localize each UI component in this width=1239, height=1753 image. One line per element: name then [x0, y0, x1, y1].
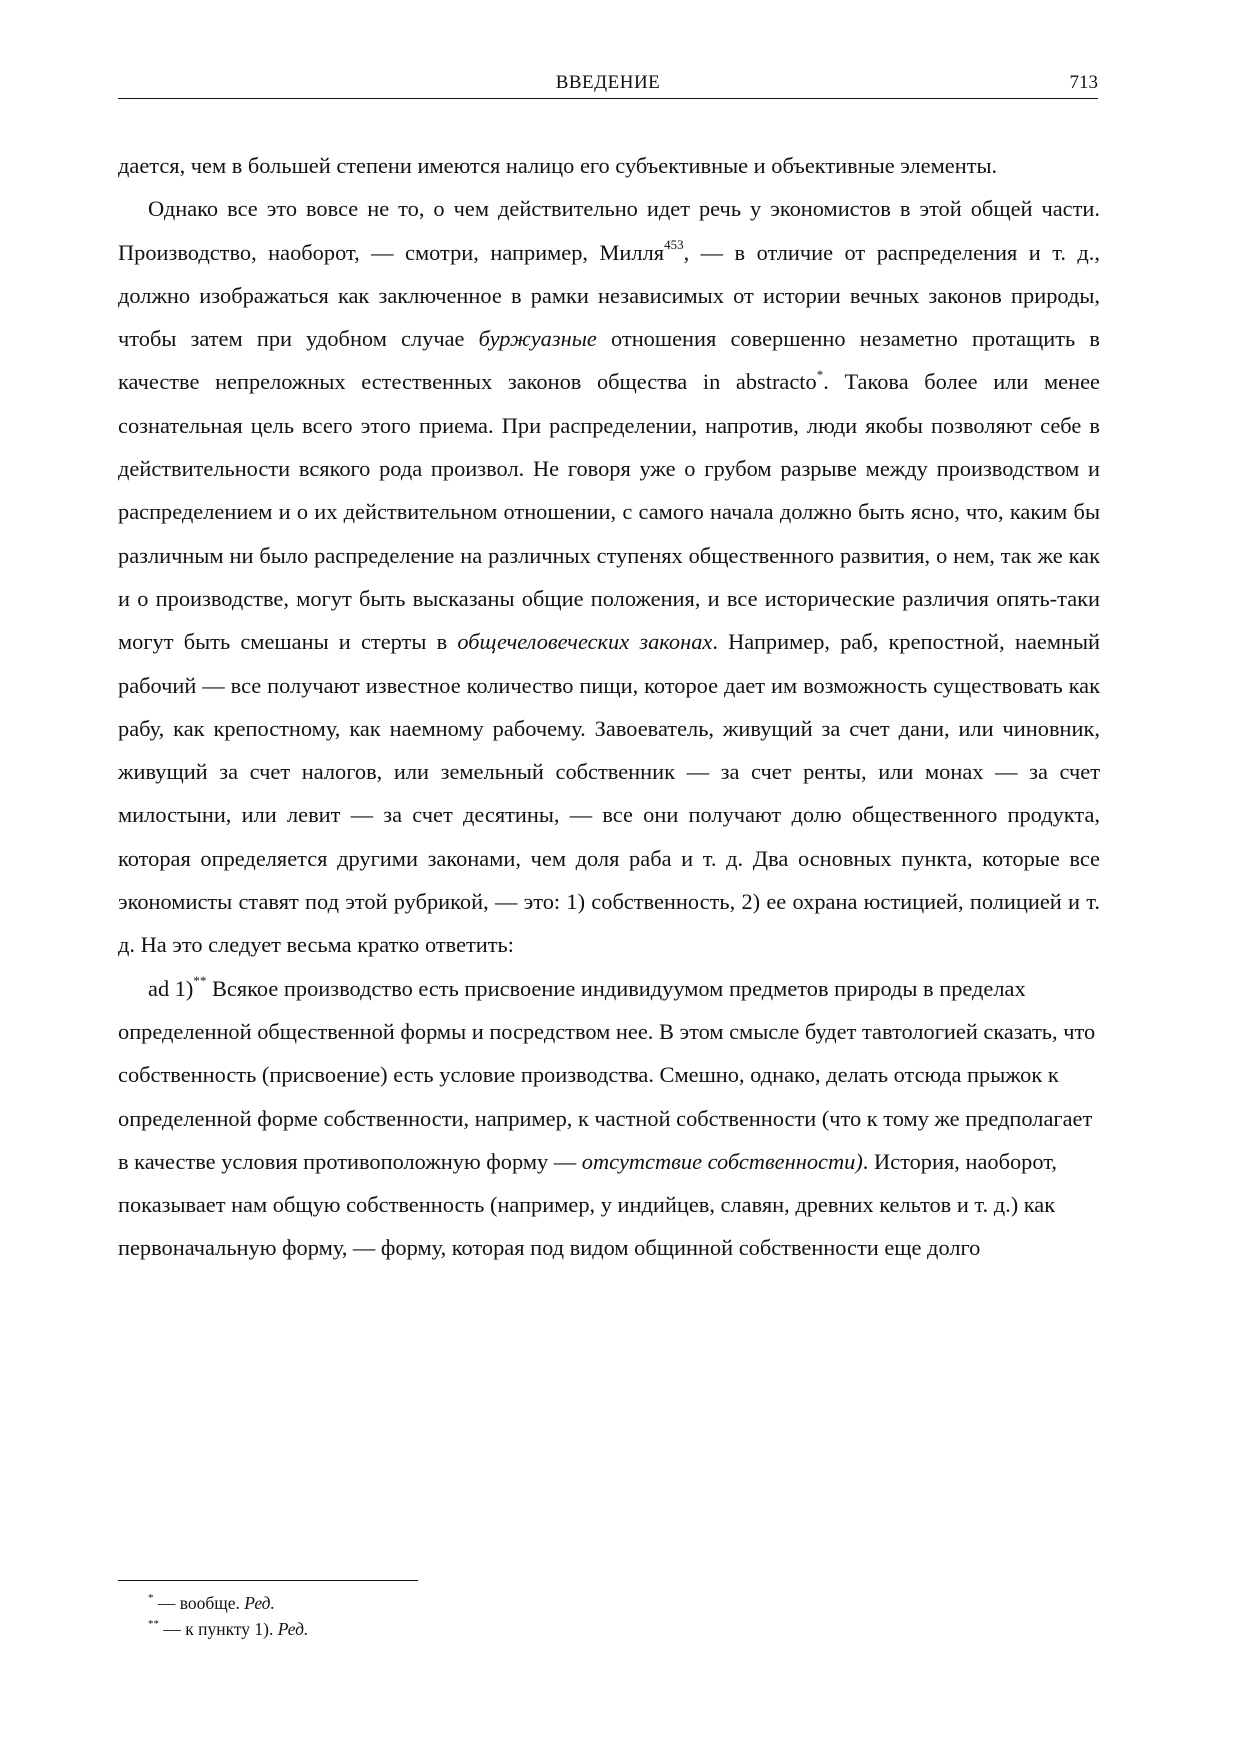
paragraph: [118, 967, 1100, 1270]
paragraph-text: . Такова более или менее сознательная цель всего этого приема. При распределении, напротив, люди якобы позволяют себе в действительности всякого рода произвол. Не говоря уже о грубом разрыве между производством и распределением и о их действительном отношении, с самого начала должно быть ясно, что, каким бы различным ни было распределение на различных ступенях общественного развития, о нем, так же как и о производстве, могут быть высказаны общие положения, и все исторические различия опять-таки могут быть смешаны и стерты в: [118, 369, 1100, 655]
paragraph-continuation: [118, 144, 1100, 187]
emphasis-text: буржуазные: [478, 326, 597, 352]
emphasis-text: общечеловеческих законах: [457, 629, 713, 655]
emphasis-text: отсутствие собственности): [581, 1148, 863, 1174]
paragraph-text: Всякое производство есть присвоение индивидуумом предметов природы в пределах определенной общественной формы и посредством нее. В этом смысле будет тавтологией сказать, что собственность (присвоение) есть условие производства. Смешно, однако, делать отсюда прыжок к определенной форме собственности, например, к частной собственности (что к тому же предполагает в качестве условия противоположную форму —: [118, 975, 1096, 1174]
paragraph-text: ad 1): [148, 975, 194, 1001]
running-header-title: ВВЕДЕНИЕ: [555, 72, 661, 93]
footnote-text: — вообще.: [153, 1593, 245, 1613]
footnote-mark: *: [148, 1592, 154, 1605]
reference-note-mark: 453: [664, 237, 684, 253]
paragraph-text: . Например, раб, крепостной, наемный рабочий — все получают известное количество пищи, которое дает им возможность существовать как рабу, как крепостному, как наемному рабочему. Завоеватель, живущий за счет дани, или чиновник, живущий за счет налогов, или земельный собственник — за счет ренты, или монах — за счет милостыни, или левит — за счет десятины, — все они получают долю общественного продукта, которая определяется другими законами, чем доля раба и т. д. Два основных пункта, которые все экономисты ставят под этой рубрикой, — это: 1) собственность, 2) ее охрана юстицией, полицией и т. д. На это следует весьма кратко ответить:: [118, 629, 1101, 958]
paragraph: [118, 187, 1100, 966]
paragraph-text: дается, чем в большей степени имеются налицо его субъективные и объективные элементы.: [118, 153, 998, 178]
footnote-editor-mark: Ред.: [244, 1593, 275, 1613]
footnote: [148, 1616, 308, 1642]
page-number: 713: [1069, 72, 1098, 93]
running-header: [118, 70, 1098, 99]
footnote-divider: [118, 1580, 418, 1581]
footnote-editor-mark: Ред.: [277, 1619, 309, 1639]
footnote-text: — к пункту 1).: [159, 1619, 278, 1639]
paragraph-text: отношения совершенно незаметно протащить в качестве непреложных естественных законов общества in abstracto: [118, 326, 1100, 395]
footnote-mark: **: [193, 973, 207, 989]
footnote: [148, 1590, 308, 1616]
footnotes: [148, 1590, 308, 1642]
paragraph-text: . История, наоборот, показывает нам общую собственность (например, у индийцев, славян, древних кельтов и т. д.) как первоначальную форму, — форму, которая под видом общинной собственности еще долго: [118, 1148, 1057, 1261]
main-text: [118, 144, 1100, 1270]
footnote-mark: **: [148, 1618, 159, 1631]
paragraph-text: Однако все это вовсе не то, о чем действительно идет речь у экономистов в этой общей части. Производство, наоборот, — смотри, например, Милля: [118, 196, 1100, 265]
paragraph-text: , — в отличие от распределения и т. д., должно изображаться как заключенное в рамки независимых от истории вечных законов природы, чтобы затем при удобном случае: [118, 239, 1101, 352]
footnote-mark: *: [816, 367, 824, 383]
